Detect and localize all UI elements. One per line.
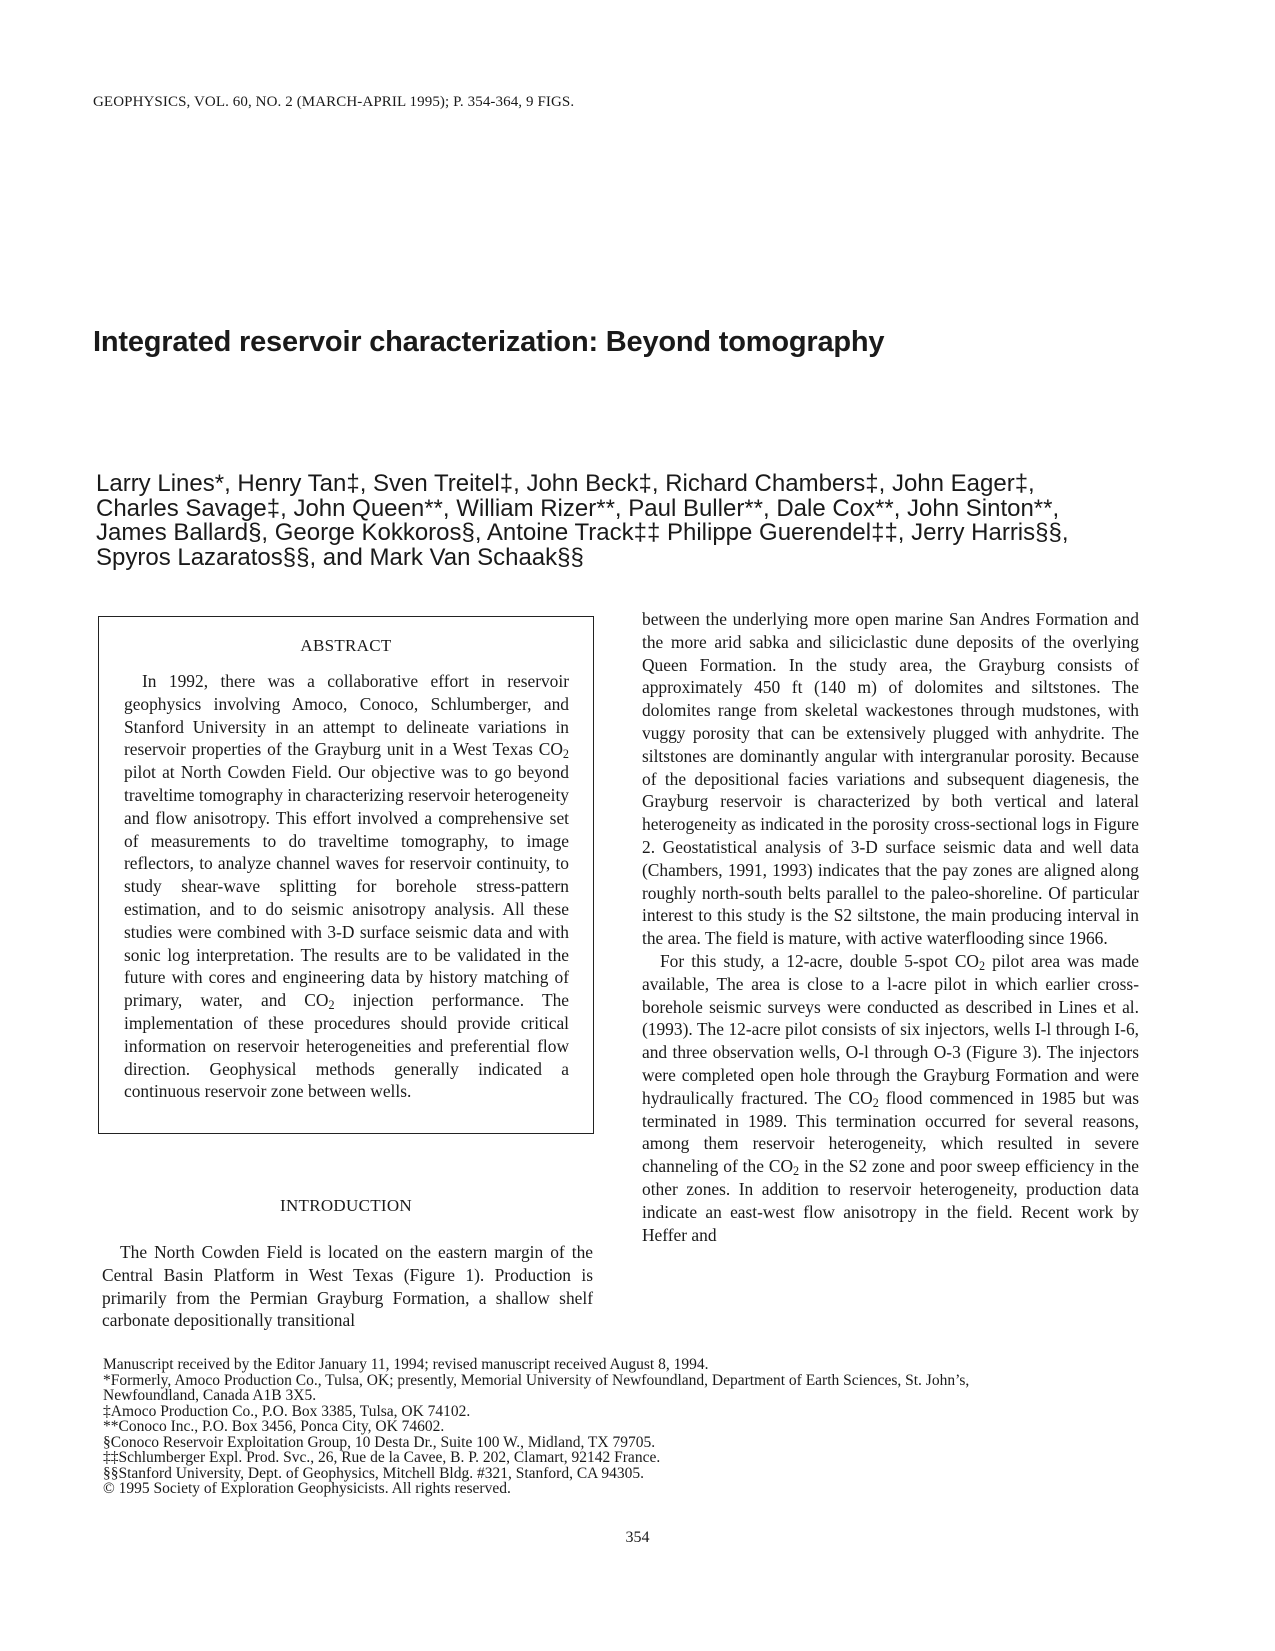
footnote: ‡‡Schlumberger Expl. Prod. Svc., 26, Rue de la Cavee, B. P. 202, Clamart, 92142 France. (103, 1449, 661, 1466)
footnote: Manuscript received by the Editor January 11, 1994; revised manuscript received August 8, 1994. (103, 1356, 709, 1373)
footnote: ‡Amoco Production Co., P.O. Box 3385, Tulsa, OK 74102. (103, 1402, 471, 1420)
footnotes (103, 1357, 1143, 1497)
abstract-heading: ABSTRACT (300, 636, 392, 655)
author-list (96, 472, 1156, 570)
footnote: **Conoco Inc., P.O. Box 3456, Ponca City, OK 74602. (103, 1418, 445, 1435)
footnote: *Formerly, Amoco Production Co., Tulsa, OK; presently, Memorial University of Newfoundland, Department of Earth Sciences, St. John’s, (103, 1371, 970, 1389)
introduction-heading: INTRODUCTION (279, 1196, 413, 1215)
body-paragraph: between the underlying more open marine San Andres Formation and the more arid sabka and siliciclastic dune deposits of the overlying Queen Formation. In the study area, the Grayburg consists of approximately 450 ft (140 m) of dolomites and siltstones. The dolomites range from skeletal wackestones through mudstones, with vuggy porosity that can be extensively plugged with anhydrite. The siltstones are dominantly angular with intergranular porosity. Because of the depositional facies variations and subsequent diagenesis, the Grayburg reservoir is characterized by both vertical and lateral heterogeneity as indicated in the porosity cross-sectional logs in Figure 2. Geostatistical analysis of 3-D surface seismic data and well data (Chambers, 1991, 1993) indicates that the pay zones are aligned along roughly north-south belts parallel to the paleo-shoreline. Of particular interest to this study is the S2 siltstone, the main producing interval in the area. The field is mature, with active waterflooding since 1966. (642, 609, 1139, 949)
footnote: Newfoundland, Canada A1B 3X5. (103, 1387, 317, 1404)
footnote: §§Stanford University, Dept. of Geophysics, Mitchell Bldg. #321, Stanford, CA 94305. (103, 1464, 645, 1482)
abstract-text: In 1992, there was a collaborative effort in reservoir geophysics involving Amoco, Conoco, Schlumberger, and Stanford University in an attempt to delineate variations in reservoir properties of the Grayburg unit in a West Texas $CO_2$ pilot at North Cowden Field. Our objective was to go beyond traveltime tomography in characterizing reservoir heterogeneity and flow anisotropy. This effort involved a comprehensive set of measurements to do traveltime tomography, to image reflectors, to analyze channel waves for reservoir continuity, to study shear-wave splitting for borehole stress-pattern estimation, and to do seismic anisotropy analysis. All these studies were combined with 3-D surface seismic data and with sonic log interpretation. The results are to be validated in the future with cores and engineering data by history matching of primary, water, and $CO_2$ injection performance. The implementation of these procedures should provide critical information on reservoir heterogeneities and preferential flow direction. Geophysical methods generally indicated a continuous reservoir zone between wells. (124, 671, 569, 1102)
footnote: §Conoco Reservoir Exploitation Group, 10 Desta Dr., Suite 100 W., Midland, TX 79705. (103, 1433, 656, 1451)
right-column (642, 608, 1139, 1246)
paper-title: Integrated reservoir characterization: Beyond tomography (93, 326, 885, 358)
author-line: Larry Lines*, Henry Tan‡, Sven Treitel‡, John Beck‡, Richard Chambers‡, John Eager‡, (96, 470, 1035, 497)
footnote: © 1995 Society of Exploration Geophysicists. All rights reserved. (103, 1480, 511, 1497)
body-paragraph: For this study, a 12-acre, double 5-spot $CO_2$ pilot area was made available, The area is close to a l-acre pilot in which earlier cross-borehole seismic surveys were conducted as described in Lines et al. (1993). The 12-acre pilot consists of six injectors, wells I-l through I-6, and three observation wells, O-l through O-3 (Figure 3). The injectors were completed open hole through the Grayburg Formation and were hydraulically fractured. The $CO_2$ flood commenced in 1985 but was terminated in 1989. This termination occurred for several reasons, among them reservoir heterogeneity, which resulted in severe channeling of the $CO_2$ in the S2 zone and poor sweep efficiency in the other zones. In addition to reservoir heterogeneity, production data indicate an east-west flow anisotropy in the field. Recent work by Heffer and (642, 950, 1140, 1245)
author-line: Spyros Lazaratos§§, and Mark Van Schaak§§ (96, 543, 584, 571)
author-line: Charles Savage‡, John Queen**, William Rizer**, Paul Buller**, Dale Cox**, John Sinton**, (96, 494, 1060, 522)
introduction-text: The North Cowden Field is located on the eastern margin of the Central Basin Platform in West Texas (Figure 1). Production is primarily from the Permian Grayburg Formation, a shallow shelf carbonate depositionally transitional (102, 1242, 593, 1331)
author-line: James Ballard§, George Kokkoros§, Antoine Track‡‡ Philippe Guerendel‡‡, Jerry Harris§§, (96, 519, 1069, 546)
page-number: 354 (625, 1529, 650, 1546)
journal-header: GEOPHYSICS, VOL. 60, NO. 2 (MARCH-APRIL 1995); P. 354-364, 9 FIGS. (93, 94, 575, 110)
abstract-box (98, 616, 594, 1134)
